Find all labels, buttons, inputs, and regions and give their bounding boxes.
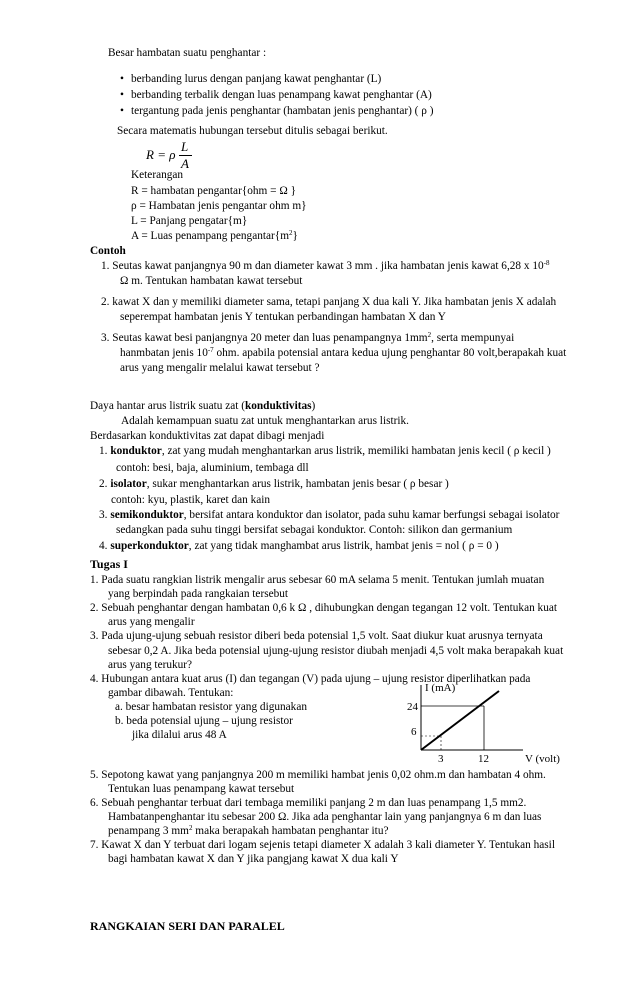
tugas-question-6-cont: penampang 3 $mm^2$ maka berapakah hambatan penghantar itu? bbox=[108, 824, 389, 837]
bullet-item: • tergantung pada jenis penghantar (hambatan jenis penghantar) ( ρ ) bbox=[131, 105, 434, 118]
section-title: RANGKAIAN SERI DAN PARALEL bbox=[90, 919, 285, 933]
contoh-question-2-cont: seperempat hambatan jenis Y tentukan perbandingan hambatan X dan Y bbox=[120, 311, 446, 323]
keterangan-item: L = Panjang pengatar{m} bbox=[131, 215, 248, 227]
bullet-item: • berbanding terbalik dengan luas penampang kawat penghantar (A) bbox=[131, 89, 432, 102]
iv-graph bbox=[395, 680, 580, 765]
contoh-title: Contoh bbox=[90, 245, 126, 257]
daya-intro: Berdasarkan konduktivitas zat dapat dibagi menjadi bbox=[90, 430, 325, 442]
y-tick-24: 24 bbox=[407, 701, 418, 713]
formula-lhs: R = ρ bbox=[146, 147, 176, 162]
tugas-question-3-cont: sebesar 0,2 A. Jika beda potensial ujung-ujung resistor diubah menjadi 4,5 volt maka berapakah kuat bbox=[108, 645, 564, 657]
conductivity-item-isolator: 2. isolator, sukar menghantarkan arus listrik, hambatan jenis besar ( ρ besar ) bbox=[99, 478, 449, 490]
tugas-question-4: 4. Hubungan antara kuat arus (I) dan tegangan (V) pada ujung – ujung resistor diperlihatkan pada bbox=[90, 673, 531, 685]
y-axis-label: I (mA) bbox=[425, 682, 456, 694]
formula-denominator: A bbox=[181, 156, 189, 171]
contoh-question-3-cont: arus yang mengalir melalui kawat tersebut ? bbox=[120, 362, 320, 374]
iv-line bbox=[421, 691, 499, 750]
contoh-question-3: 3. Seutas kawat besi panjangnya 20 meter dan luas penampangnya $1mm^2$, serta mempunyai bbox=[101, 331, 515, 344]
x-tick-3: 3 bbox=[438, 753, 444, 765]
x-tick-12: 12 bbox=[478, 753, 489, 765]
tugas-question-6: 6. Sebuah penghantar terbuat dari tembaga memiliki panjang 2 m dan luas penampang 1,5 mm2. bbox=[90, 797, 527, 809]
conductivity-example: contoh: kyu, plastik, karet dan kain bbox=[111, 494, 271, 506]
tugas-question-3: 3. Pada ujung-ujung sebuah resistor diberi beda potensial 1,5 volt. Saat diukur kuat arusnya ternyata bbox=[90, 630, 543, 642]
tugas-title: Tugas I bbox=[90, 557, 128, 571]
contoh-question-2: 2. kawat X dan y memiliki diameter sama, tetapi panjang X dua kali Y. Jika hambatan jenis X adalah bbox=[101, 296, 557, 308]
tugas-question-2: 2. Sebuah penghantar dengan hambatan 0,6 k Ω , dihubungkan dengan tegangan 12 volt. Tentukan kuat bbox=[90, 602, 557, 614]
tugas-question-3-cont: arus yang terukur? bbox=[108, 659, 193, 671]
intro-heading: Besar hambatan suatu penghantar : bbox=[108, 47, 267, 59]
keterangan-item: A = Luas penampang $pengantar\{m^2\}$ bbox=[131, 229, 298, 242]
tugas-question-7-cont: bagi hambatan kawat X dan Y jika pangjang kawat X dua kali Y bbox=[108, 853, 399, 865]
daya-definition: Adalah kemampuan suatu zat untuk menghantarkan arus listrik. bbox=[121, 415, 409, 427]
formula-numerator: L bbox=[181, 139, 189, 154]
resistance-formula bbox=[146, 140, 206, 172]
contoh-question-1-cont: Ω m. Tentukan hambatan kawat tersebut bbox=[120, 275, 303, 287]
tugas-question-2-cont: arus yang mengalir bbox=[108, 616, 195, 628]
bullet-item: • berbanding lurus dengan panjang kawat penghantar (L) bbox=[131, 73, 381, 86]
x-axis-label: V (volt) bbox=[525, 753, 560, 765]
tugas-question-4-a: a. besar hambatan resistor yang digunakan bbox=[115, 701, 307, 713]
conductivity-item-semikonduktor: 3. semikonduktor, bersifat antara konduktor dan isolator, pada suhu kamar berfungsi sebagai isolator bbox=[99, 509, 560, 521]
math-intro: Secara matematis hubungan tersebut ditulis sebagai berikut. bbox=[117, 125, 388, 137]
conductivity-item-konduktor: 1. konduktor, zat yang mudah menghantarkan arus listrik, memiliki hambatan jenis kecil ( ρ kecil ) bbox=[99, 445, 551, 457]
contoh-question-3-cont: hanmbatan jenis $10^{-7}$ ohm. apabila potensial antara kedua ujung penghantar 80 volt,berapakah kuat bbox=[120, 346, 567, 359]
tugas-question-4-cont: gambar dibawah. Tentukan: bbox=[108, 687, 234, 699]
tugas-question-7: 7. Kawat X dan Y terbuat dari logam sejenis tetapi diameter X adalah 3 kali diameter Y. Tentukan hasil bbox=[90, 839, 555, 851]
y-tick-6: 6 bbox=[411, 726, 417, 738]
tugas-question-5: 5. Sepotong kawat yang panjangnya 200 m memiliki hambat jenis 0,02 ohm.m dan hambatan 4 ohm. bbox=[90, 769, 546, 781]
tugas-question-1-cont: yang berpindah pada rangkaian tersebut bbox=[108, 588, 289, 600]
conductivity-item-superkonduktor: 4. superkonduktor, zat yang tidak manghambat arus listrik, hambat jenis = nol ( ρ = 0 ) bbox=[99, 540, 499, 552]
keterangan-label: Keterangan bbox=[131, 169, 184, 181]
contoh-question-1: 1. Seutas kawat panjangnya 90 m dan diameter kawat 3 mm . jika hambatan jenis kawat 6,28 x $10^{-8}$ bbox=[101, 259, 550, 272]
tugas-question-6-cont: Hambatanpenghantar itu sebesar 200 Ω. Jika ada penghantar lain yang panjangnya 6 m dan luas bbox=[108, 811, 542, 823]
tugas-question-1: 1. Pada suatu rangkian listrik mengalir arus sebesar 60 mA selama 5 menit. Tentukan jumlah muatan bbox=[90, 574, 545, 586]
tugas-question-4-b-cont: jika dilalui arus 48 A bbox=[132, 729, 227, 741]
conductivity-example: sedangkan pada suhu tinggi bersifat sebagai konduktor. Contoh: silikon dan germanium bbox=[116, 524, 513, 536]
keterangan-item: R = hambatan pengantar{ohm = Ω } bbox=[131, 185, 296, 197]
keterangan-item: ρ = Hambatan jenis pengantar ohm m} bbox=[131, 200, 307, 212]
tugas-question-4-b: b. beda potensial ujung – ujung resistor bbox=[115, 715, 293, 727]
conductivity-example: contoh: besi, baja, aluminium, tembaga dll bbox=[116, 462, 309, 474]
daya-heading: Daya hantar arus listrik suatu zat (konduktivitas) bbox=[90, 400, 316, 412]
tugas-question-5-cont: Tentukan luas penampang kawat tersebut bbox=[108, 783, 295, 795]
